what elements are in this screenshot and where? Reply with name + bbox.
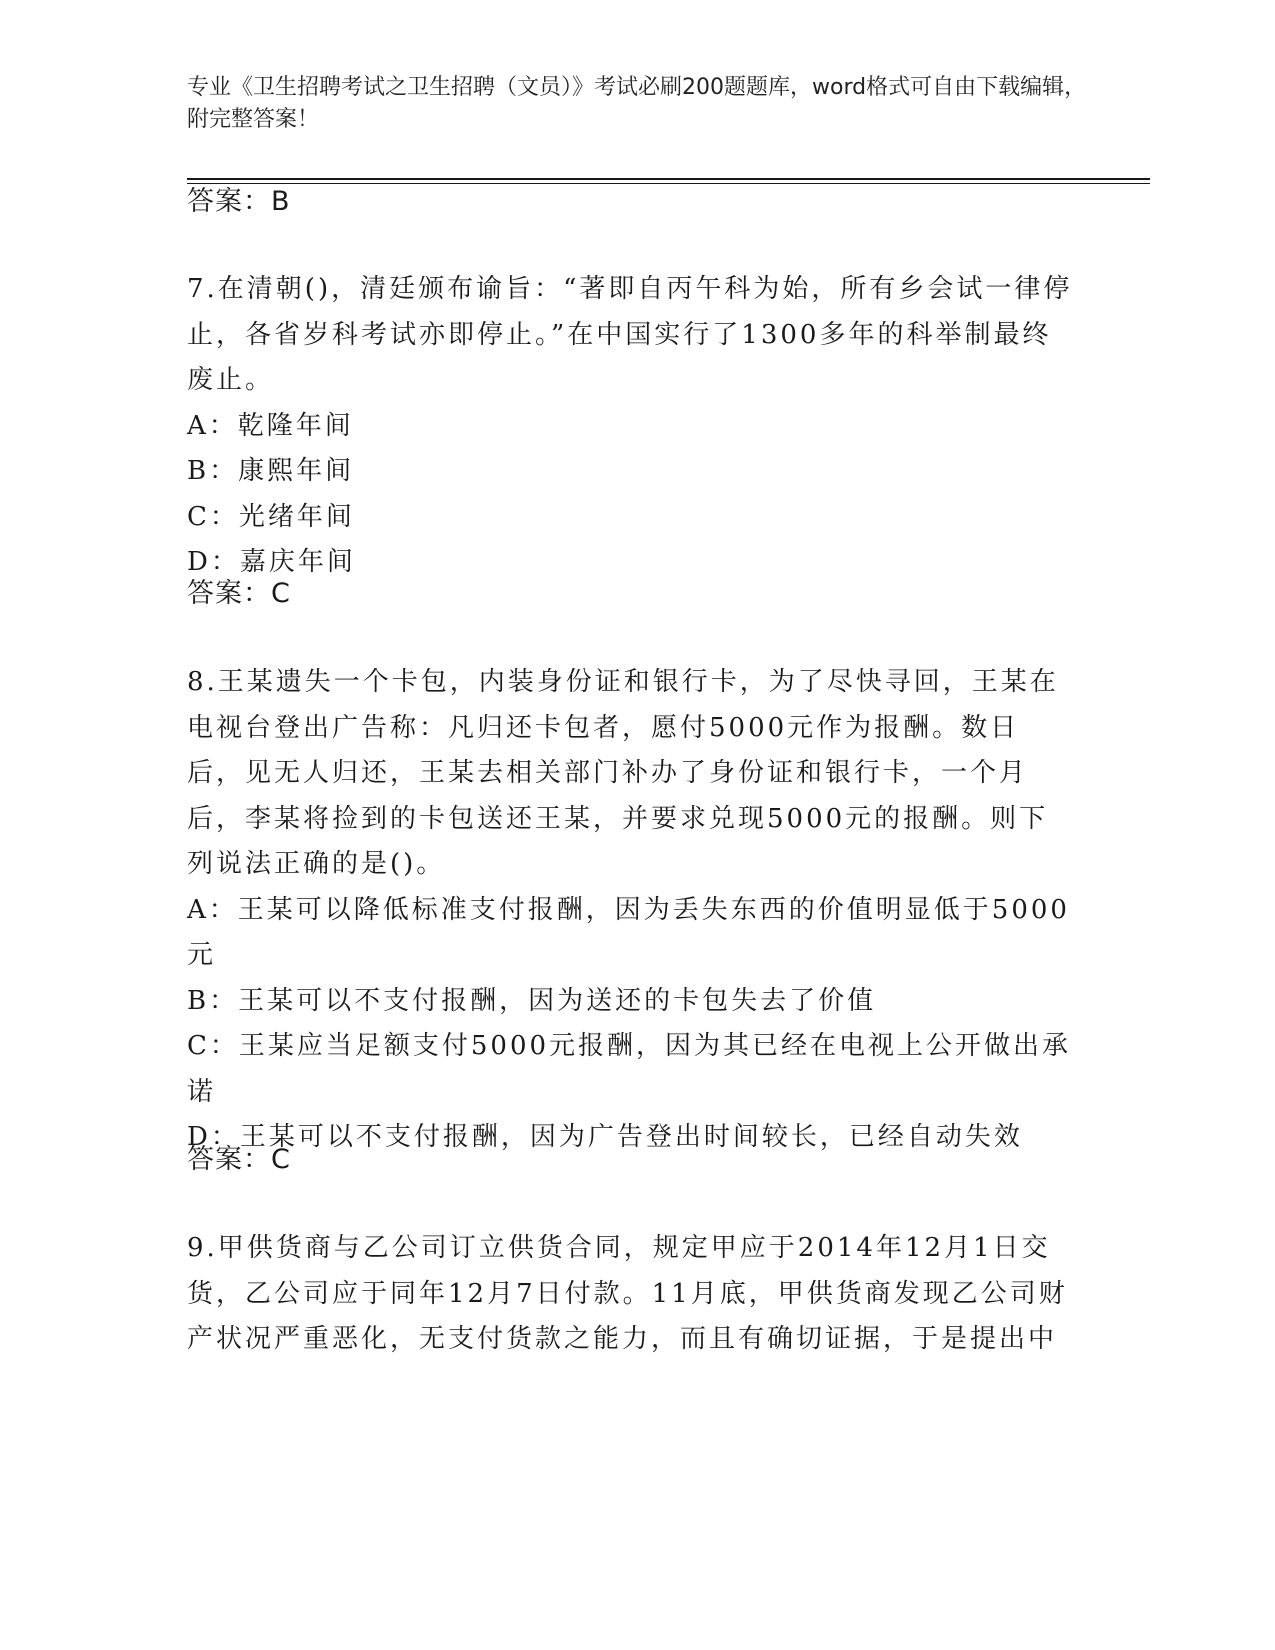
option-b: B：康熙年间	[187, 456, 355, 486]
option-c: C：王某应当足额支付5000元报酬，因为其已经在电视上公开做出承诺	[187, 1031, 1072, 1107]
question-stem: 8.王某遗失一个卡包，内装身份证和银行卡，为了尽快寻回，王某在电视台登出广告称：凡归还卡包者，愿付5000元作为报酬。数日后，见无人归还，王某去相关部门补办了身份证和银行卡，一个月后，李某将捡到的卡包送还王某，并要求兑现5000元的报酬。则下列说法正确的是()。	[187, 667, 1059, 879]
answer-line: 答案：B	[187, 186, 291, 217]
question-stem: 9.甲供货商与乙公司订立供货合同，规定甲应于2014年12月1日交货，乙公司应于同年12月7日付款。11月底，甲供货商发现乙公司财产状况严重恶化，无支付货款之能力，而且有确切证据，于是提出中	[187, 1233, 1068, 1354]
question-9	[187, 1226, 1077, 1363]
option-d: D：王某可以不支付报酬，因为广告登出时间较长，已经自动失效	[187, 1122, 1023, 1152]
question-7	[187, 267, 1077, 586]
header-divider-thick	[187, 178, 1150, 180]
option-b: B：王某可以不支付报酬，因为送还的卡包失去了价值	[187, 985, 877, 1016]
question-stem: 7.在清朝()，清廷颁布谕旨：“著即自丙午科为始，所有乡会试一律停止，各省岁科考试亦即停止。”在中国实行了1300多年的科举制最终废止。	[187, 274, 1073, 395]
answer-line: 答案：C	[187, 578, 291, 609]
answer-line: 答案：C	[187, 1144, 291, 1175]
option-c: C：光绪年间	[187, 501, 355, 532]
question-8	[187, 660, 1077, 1161]
header-divider-thin	[187, 183, 1150, 184]
option-a: A：王某可以降低标准支付报酬，因为丢失东西的价值明显低于5000元	[187, 894, 1070, 970]
document-header: 专业《卫生招聘考试之卫生招聘（文员）》考试必刷200题题库，word格式可自由下载编辑，附完整答案！	[187, 75, 1087, 132]
option-d: D：嘉庆年间	[187, 547, 356, 577]
option-a: A：乾隆年间	[187, 410, 354, 441]
